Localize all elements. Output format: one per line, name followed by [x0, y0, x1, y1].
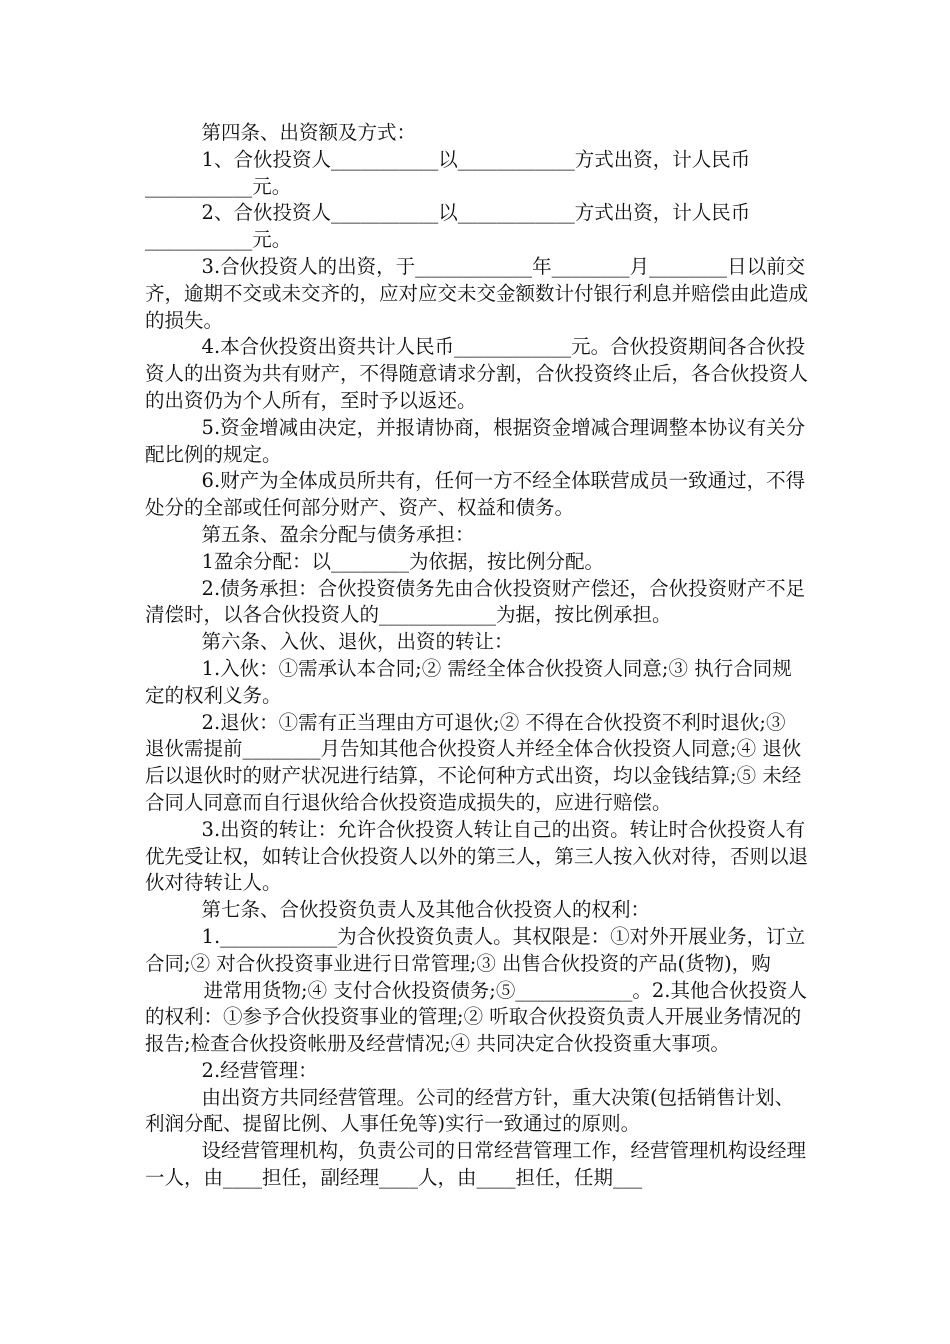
paragraph: 1盈余分配：以________为依据，按比例分配。	[201, 549, 604, 573]
paragraph: 2、合伙投资人___________以____________方式出资，计人民币___________元。	[145, 201, 751, 252]
paragraph: 1.入伙：①需承认本合同;② 需经全体合伙投资人同意;③ 执行合同规定的权利义务。	[145, 656, 792, 707]
paragraph: 2.退伙：①需有正当理由方可退伙;② 不得在合伙投资不利时退伙;③ 退伙需提前________月告知其他合伙投资人并经全体合伙投资人同意;④ 退伙后以退伙时的财产状况进行结算，不论何种方式出资，均以金钱结算;⑤ 未经合同人同意而自行退伙给合伙投资造成损失的，应进行赔偿。	[145, 710, 802, 814]
paragraph: 设经营管理机构，负责公司的日常经营管理工作，经营管理机构设经理一人，由____担任，副经理____人，由____担任，任期___	[145, 1139, 807, 1190]
paragraph: 1、合伙投资人___________以____________方式出资，计人民币___________元。	[145, 147, 751, 198]
paragraph: 5.资金增减由决定，并报请协商，根据资金增减合理调整本协议有关分配比例的规定。	[145, 415, 806, 466]
paragraph: 4.本合伙投资出资共计人民币____________元。合伙投资期间各合伙投资人的出资为共有财产，不得随意请求分割，合伙投资终止后，各合伙投资人的出资仍为个人所有，至时予以返还。	[145, 335, 809, 412]
paragraph: 2.经营管理：	[201, 1058, 318, 1082]
paragraph: 3.出资的转让：允许合伙投资人转让自己的出资。转让时合伙投资人有优先受让权，如转让合伙投资人以外的第三人，第三人按入伙对待，否则以退伙对待转让人。	[145, 817, 809, 895]
section-heading: 第六条、入伙、退伙，出资的转让：	[201, 630, 514, 654]
section-heading: 第五条、盈余分配与债务承担：	[201, 522, 475, 546]
paragraph: 进常用货物;④ 支付合伙投资债务;⑤____________。2.其他合伙投资人的权利：①参予合伙投资事业的管理;② 听取合伙投资负责人开展业务情况的报告;检查合伙投资帐册及经营情况;④ 共同决定合伙投资重大事项。	[145, 978, 807, 1056]
paragraph: 6.财产为全体成员所共有，任何一方不经全体联营成员一致通过，不得处分的全部或任何部分财产、资产、权益和债务。	[145, 469, 806, 520]
paragraph: 1.____________为合伙投资负责人。其权限是：①对外开展业务，订立合同;② 对合伙投资事业进行日常管理;③ 出售合伙投资的产品(货物)，购	[145, 924, 806, 975]
section-heading: 第七条、合伙投资负责人及其他合伙投资人的权利：	[201, 898, 651, 922]
paragraph: 2.债务承担：合伙投资债务先由合伙投资财产偿还，合伙投资财产不足清偿时，以各合伙投资人的____________为据，按比例承担。	[145, 576, 806, 627]
paragraph: 由出资方共同经营管理。公司的经营方针，重大决策(包括销售计划、利润分配、提留比例、人事任免等)实行一致通过的原则。	[145, 1085, 795, 1136]
document-body	[145, 120, 808, 1192]
paragraph: 3.合伙投资人的出资，于____________年________月________日以前交齐，逾期不交或未交齐的，应对应交未交金额数计付银行利息并赔偿由此造成的损失。	[145, 254, 809, 332]
section-heading: 第四条、出资额及方式：	[201, 121, 417, 144]
